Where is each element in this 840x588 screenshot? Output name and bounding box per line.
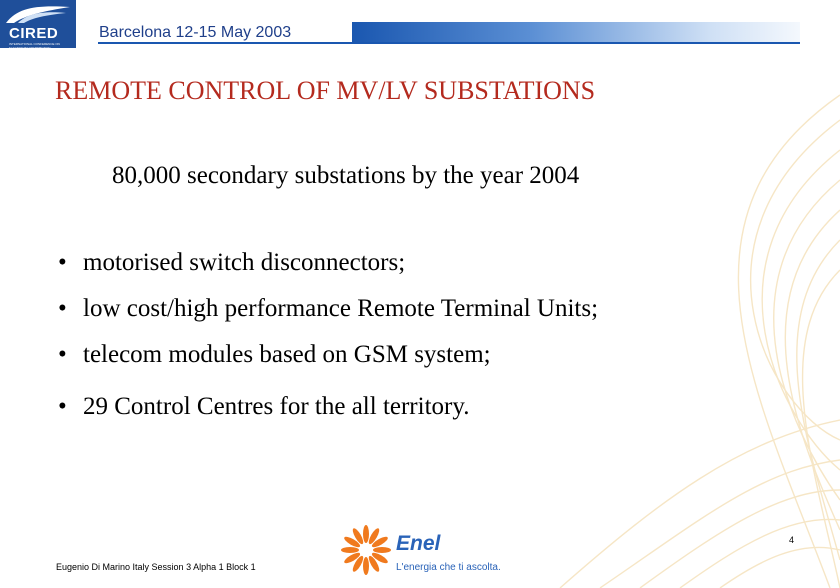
- bullet-dot: •: [58, 295, 67, 322]
- logo-text: CIRED: [9, 25, 59, 42]
- slide-subtitle: 80,000 secondary substations by the year 2004: [112, 162, 580, 189]
- enel-tagline: L'energia che ti ascolta.: [396, 562, 501, 573]
- bullet-dot: •: [58, 249, 67, 276]
- bullet-item: [58, 335, 598, 381]
- bullet-dot: •: [58, 393, 67, 420]
- bullet-item: [58, 289, 598, 335]
- wing-icon: [4, 3, 72, 25]
- footer-author: Eugenio Di Marino Italy Session 3 Alpha 1 Block 1: [56, 562, 256, 572]
- bullet-item: [58, 387, 598, 433]
- logo-subtext: INTERNATIONAL CONFERENCE ON ELECTRICITY DISTRIBUTION: [9, 42, 60, 50]
- bullet-text: telecom modules based on GSM system;: [83, 341, 491, 368]
- event-title: Barcelona 12-15 May 2003: [99, 24, 292, 41]
- slide-header: [0, 0, 840, 50]
- enel-brand-name: Enel: [396, 532, 441, 555]
- bullet-dot: •: [58, 341, 67, 368]
- bullet-list: [58, 243, 598, 433]
- bullet-item: [58, 243, 598, 289]
- header-divider: [98, 42, 800, 44]
- page-number: 4: [789, 535, 795, 545]
- bullet-text: 29 Control Centres for the all territory.: [83, 393, 470, 420]
- header-gradient-bar: [352, 22, 800, 42]
- bullet-text: low cost/high performance Remote Terminal Units;: [83, 295, 599, 322]
- cired-logo: [0, 0, 76, 48]
- slide-title: REMOTE CONTROL OF MV/LV SUBSTATIONS: [55, 76, 596, 105]
- bullet-text: motorised switch disconnectors;: [83, 249, 406, 276]
